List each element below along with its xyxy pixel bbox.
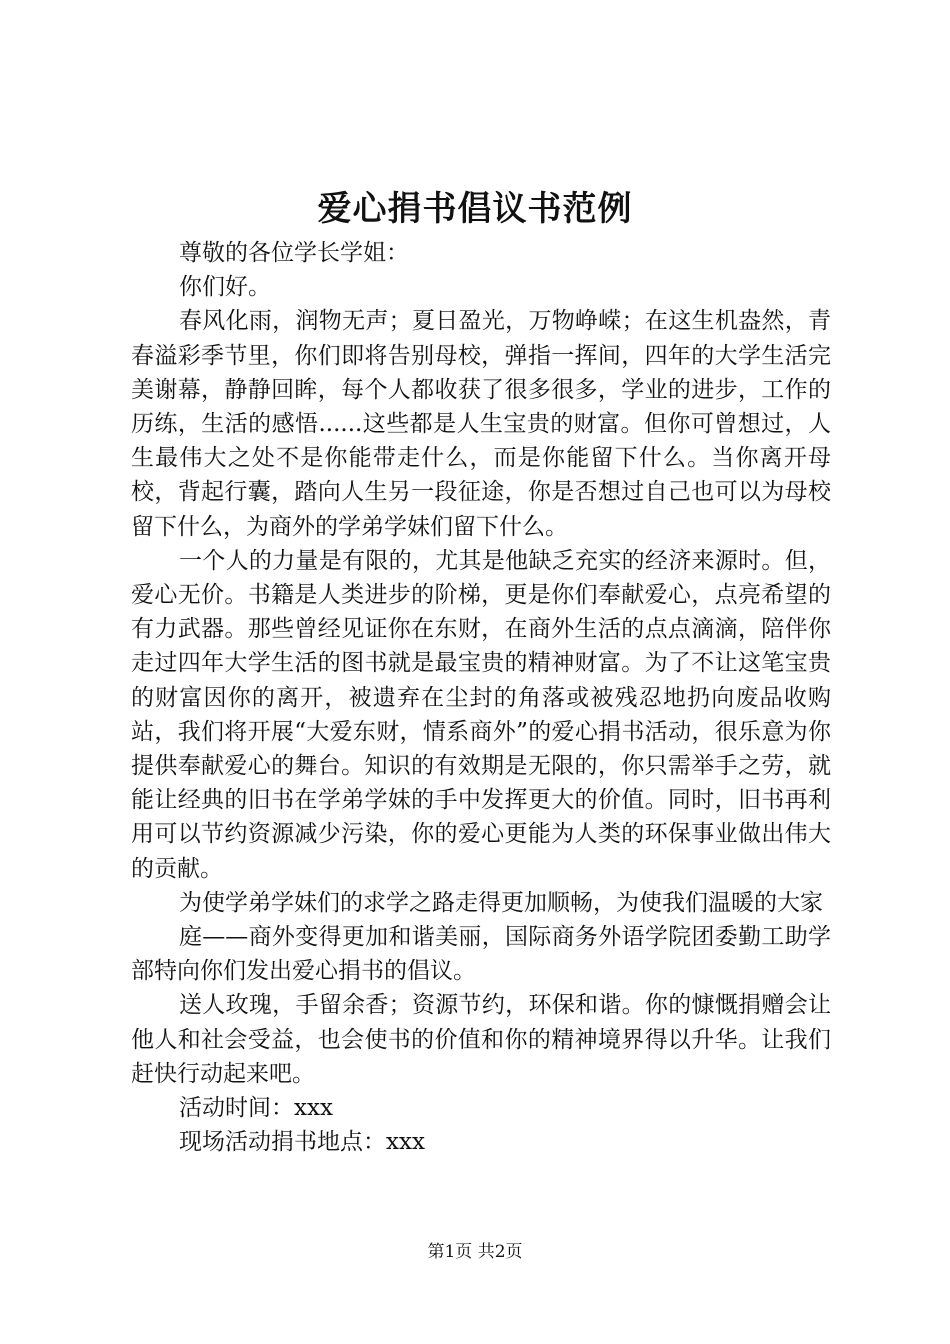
paragraph-3: 为使学弟学妹们的求学之路走得更加顺畅，为使我们温暖的大家 xyxy=(179,889,823,916)
paragraph-5: 送人玫瑰，手留余香；资源节约，环保和谐。你的慷慨捐赠会让他人和社会受益，也会使书的价值和你的精神境界得以升华。让我们赶快行动起来吧。 xyxy=(131,992,831,1087)
greeting: 你们好。 xyxy=(179,274,271,301)
page-footer: 第1页 共2页 xyxy=(427,1242,523,1262)
activity-time: 活动时间：xxx xyxy=(179,1095,333,1122)
salutation: 尊敬的各位学长学姐： xyxy=(179,240,409,266)
paragraph-2: 一个人的力量是有限的，尤其是他缺乏充实的经济来源时。但，爱心无价。书籍是人类进步的阶梯，更是你们奉献爱心，点亮希望的有力武器。那些曾经见证你在东财，在商外生活的点点滴滴，陪伴你走过四年大学生活的图书就是最宝贵的精神财富。为了不让这笔宝贵的财富因你的离开，被遗弃在尘封的角落或被残忍地扔向废品收购站，我们将开展“大爱东财，情系商外”的爱心捐书活动，很乐意为你提供奉献爱心的舞台。知识的有效期是无限的，你只需举手之劳，就能让经典的旧书在学弟学妹的手中发挥更大的价值。同时，旧书再利用可以节约资源减少污染，你的爱心更能为人类的环保事业做出伟大的贡献。 xyxy=(131,547,831,882)
document-title: 爱心捐书倡议书范例 xyxy=(317,189,633,229)
paragraph-4: 庭——商外变得更加和谐美丽，国际商务外语学院团委勤工助学部特向你们发出爱心捐书的倡议。 xyxy=(131,924,831,985)
paragraph-1: 春风化雨，润物无声；夏日盈光，万物峥嵘；在这生机盎然，青春溢彩季节里，你们即将告别母校，弹指一挥间，四年的大学生活完美谢幕，静静回眸，每个人都收获了很多很多，学业的进步，工作的历练，生活的感悟......这些都是人生宝贵的财富。但你可曾想过，人生最伟大之处不是你能带走什么，而是你能留下什么。当你离开母校，背起行囊，踏向人生另一段征途，你是否想过自己也可以为母校留下什么，为商外的学弟学妹们留下什么。 xyxy=(131,308,831,540)
activity-location: 现场活动捐书地点：xxx xyxy=(179,1129,425,1156)
document-body xyxy=(131,236,831,1159)
